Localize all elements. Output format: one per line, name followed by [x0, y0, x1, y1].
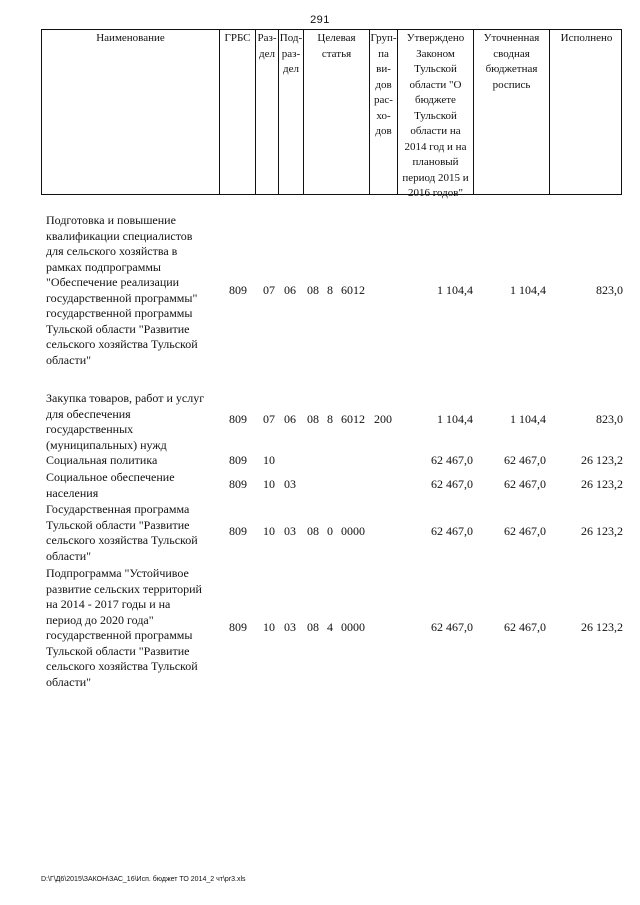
row-podrazdel: 03 — [284, 524, 296, 538]
row-target-2: 0 — [327, 524, 333, 538]
row-refined: 62 467,0 — [504, 453, 546, 467]
row-target-3: 6012 — [341, 283, 365, 297]
row-approved: 1 104,4 — [437, 412, 473, 426]
row-name: Подготовка и повышение квалификации специалистов для сельского хозяйства в рамках подпрограммы "Обеспечение реализации государственной программы" государственной программы Тульской области "Развитие сельского хозяйства Тульской области" — [46, 213, 198, 367]
row-target-1: 08 — [307, 620, 319, 634]
row-podrazdel: 03 — [284, 620, 296, 634]
row-target-2: 8 — [327, 283, 333, 297]
row-name: Закупка товаров, работ и услуг для обеспечения государственных (муниципальных) нужд — [46, 391, 205, 452]
row-grbs: 809 — [229, 453, 247, 467]
row-name: Социальная политика — [46, 453, 158, 467]
row-target-2: 8 — [327, 412, 333, 426]
row-executed: 26 123,2 — [581, 477, 623, 491]
row-target-3: 0000 — [341, 524, 365, 538]
row-executed: 26 123,2 — [581, 524, 623, 538]
row-approved: 62 467,0 — [431, 524, 473, 538]
row-grbs: 809 — [229, 412, 247, 426]
row-approved: 62 467,0 — [431, 477, 473, 491]
row-target-1: 08 — [307, 283, 319, 297]
row-grbs: 809 — [229, 477, 247, 491]
row-approved: 62 467,0 — [431, 620, 473, 634]
row-razdel: 10 — [263, 453, 275, 467]
file-path-footer: D:\Г\Д6\2015\ЗАКОН\ЗАС_16\Исп. бюджет ТО 2014_2 чт\pr3.xls — [41, 876, 246, 883]
row-target-1: 08 — [307, 412, 319, 426]
page-number: 291 — [310, 14, 330, 26]
header-refined: Уточненная сводная бюджетная роспись — [474, 30, 550, 194]
row-grbs: 809 — [229, 524, 247, 538]
row-approved: 1 104,4 — [437, 283, 473, 297]
row-refined: 1 104,4 — [510, 283, 546, 297]
table-header — [41, 29, 622, 199]
header-target-article: Целевая статья — [304, 30, 370, 194]
row-refined: 1 104,4 — [510, 412, 546, 426]
row-podrazdel: 06 — [284, 412, 296, 426]
row-approved: 62 467,0 — [431, 453, 473, 467]
row-group: 200 — [374, 412, 392, 426]
row-executed: 26 123,2 — [581, 620, 623, 634]
row-name: Подпрограмма "Устойчивое развитие сельских территорий на 2014 - 2017 годы и на период до 2020 года" государственной программы Тульской области "Развитие сельского хозяйства Тульской области" — [46, 566, 202, 689]
row-podrazdel: 06 — [284, 283, 296, 297]
row-target-3: 0000 — [341, 620, 365, 634]
row-executed: 823,0 — [596, 412, 623, 426]
header-podrazdel: Под- раз- дел — [279, 30, 304, 194]
row-target-1: 08 — [307, 524, 319, 538]
header-grbs: ГРБС — [220, 30, 256, 194]
row-executed: 26 123,2 — [581, 453, 623, 467]
header-name: Наименование — [42, 30, 220, 194]
header-executed: Исполнено — [560, 32, 613, 44]
row-refined: 62 467,0 — [504, 477, 546, 491]
header-approved: Утверждено Законом Тульской области "О бюджете Тульской области на 2014 год и на плановый период 2015 и 2016 годов" — [398, 30, 474, 194]
row-name: Государственная программа Тульской области "Развитие сельского хозяйства Тульской области" — [46, 502, 198, 563]
row-razdel: 10 — [263, 524, 275, 538]
row-name: Социальное обеспечение населения — [46, 470, 175, 500]
row-refined: 62 467,0 — [504, 620, 546, 634]
row-target-3: 6012 — [341, 412, 365, 426]
row-target-2: 4 — [327, 620, 333, 634]
row-razdel: 07 — [263, 412, 275, 426]
row-refined: 62 467,0 — [504, 524, 546, 538]
row-grbs: 809 — [229, 620, 247, 634]
row-grbs: 809 — [229, 283, 247, 297]
header-razdel: Раз- дел — [256, 30, 279, 194]
row-razdel: 10 — [263, 620, 275, 634]
header-expense-group: Груп- па ви- дов рас- хо- дов — [370, 30, 398, 194]
row-executed: 823,0 — [596, 283, 623, 297]
row-razdel: 10 — [263, 477, 275, 491]
row-razdel: 07 — [263, 283, 275, 297]
row-podrazdel: 03 — [284, 477, 296, 491]
